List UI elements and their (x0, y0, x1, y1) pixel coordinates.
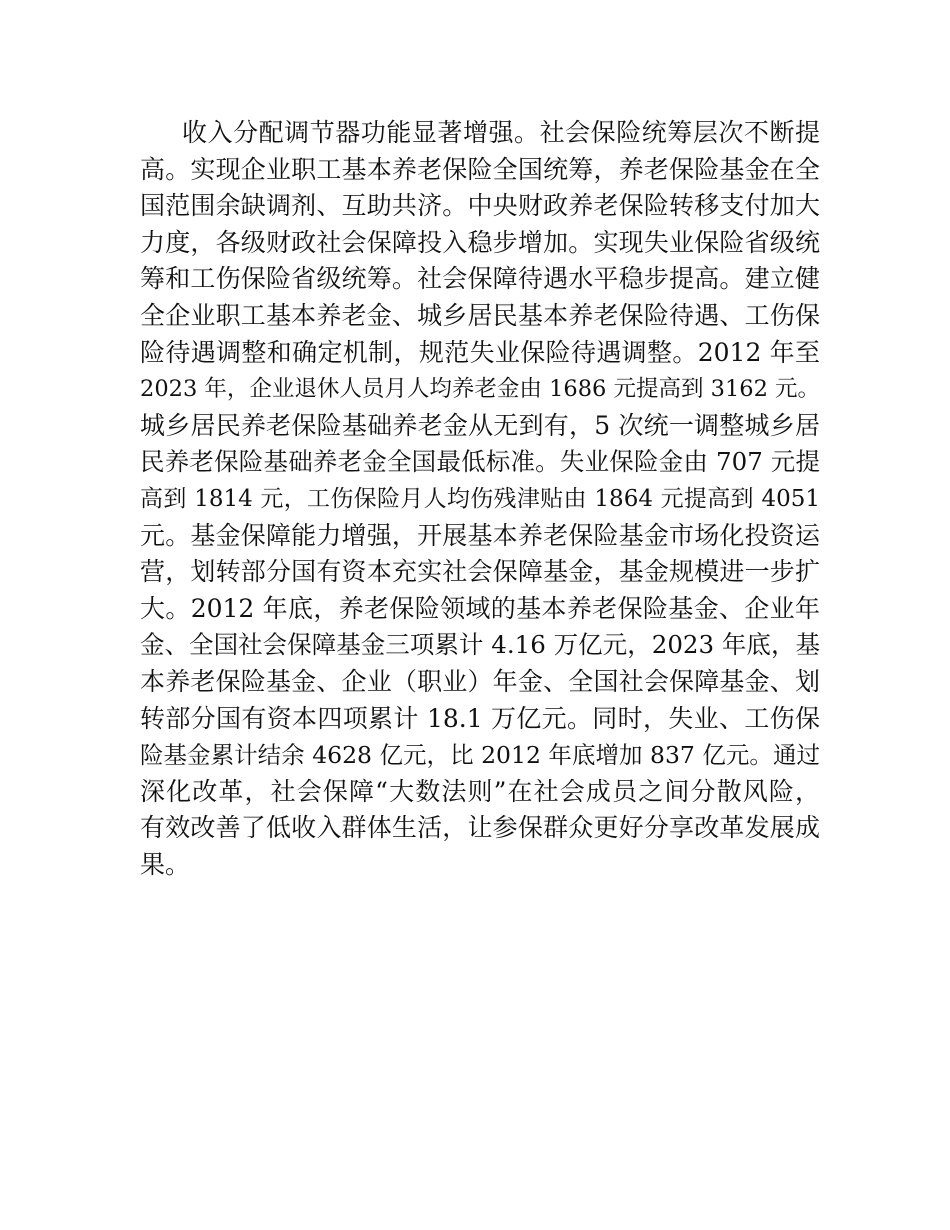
paragraph-line: 有效改善了低收入群体生活，让参保群众更好分享改革发展成 (140, 813, 820, 843)
paragraph-line: 力度，各级财政社会保障投入稳步增加。实现失业保险省级统 (140, 227, 820, 257)
paragraph-line: 高到 1814 元，工伤保险月人均伤残津贴由 1864 元提高到 4051 (140, 485, 820, 512)
body-paragraph (140, 115, 820, 883)
paragraph-line: 全企业职工基本养老金、城乡居民基本养老保险待遇、工伤保 (140, 300, 820, 330)
paragraph-line: 果。 (140, 849, 191, 879)
paragraph-line: 本养老保险基金、企业（职业）年金、全国社会保障基金、划 (140, 666, 820, 696)
paragraph-line: 险待遇调整和确定机制，规范失业保险待遇调整。2012 年至 (140, 337, 820, 367)
paragraph-line: 2023 年，企业退休人员月人均养老金由 1686 元提高到 3162 元。 (140, 376, 821, 403)
paragraph-line: 大。2012 年底，养老保险领域的基本养老保险基金、企业年 (140, 593, 820, 623)
paragraph-line: 营，划转部分国有资本充实社会保障基金，基金规模进一步扩 (140, 557, 820, 587)
paragraph-line: 高。实现企业职工基本养老保险全国统筹，养老保险基金在全 (140, 154, 820, 184)
paragraph-line: 转部分国有资本四项累计 18.1 万亿元。同时，失业、工伤保 (140, 703, 820, 733)
paragraph-line: 金、全国社会保障基金三项累计 4.16 万亿元，2023 年底，基 (140, 630, 820, 660)
paragraph-line: 城乡居民养老保险基础养老金从无到有，5 次统一调整城乡居 (140, 410, 820, 440)
paragraph-line: 元。基金保障能力增强，开展基本养老保险基金市场化投资运 (140, 520, 820, 550)
paragraph-line: 民养老保险基础养老金全国最低标准。失业保险金由 707 元提 (140, 447, 820, 477)
paragraph-line: 险基金累计结余 4628 亿元，比 2012 年底增加 837 亿元。通过 (140, 741, 820, 770)
paragraph-line: 深化改革，社会保障“大数法则”在社会成员之间分散风险， (140, 776, 820, 806)
paragraph-line: 收入分配调节器功能显著增强。社会保险统筹层次不断提 (182, 118, 820, 147)
paragraph-line: 筹和工伤保险省级统筹。社会保障待遇水平稳步提高。建立健 (140, 264, 820, 294)
paragraph-line: 国范围余缺调剂、互助共济。中央财政养老保险转移支付加大 (140, 191, 820, 221)
